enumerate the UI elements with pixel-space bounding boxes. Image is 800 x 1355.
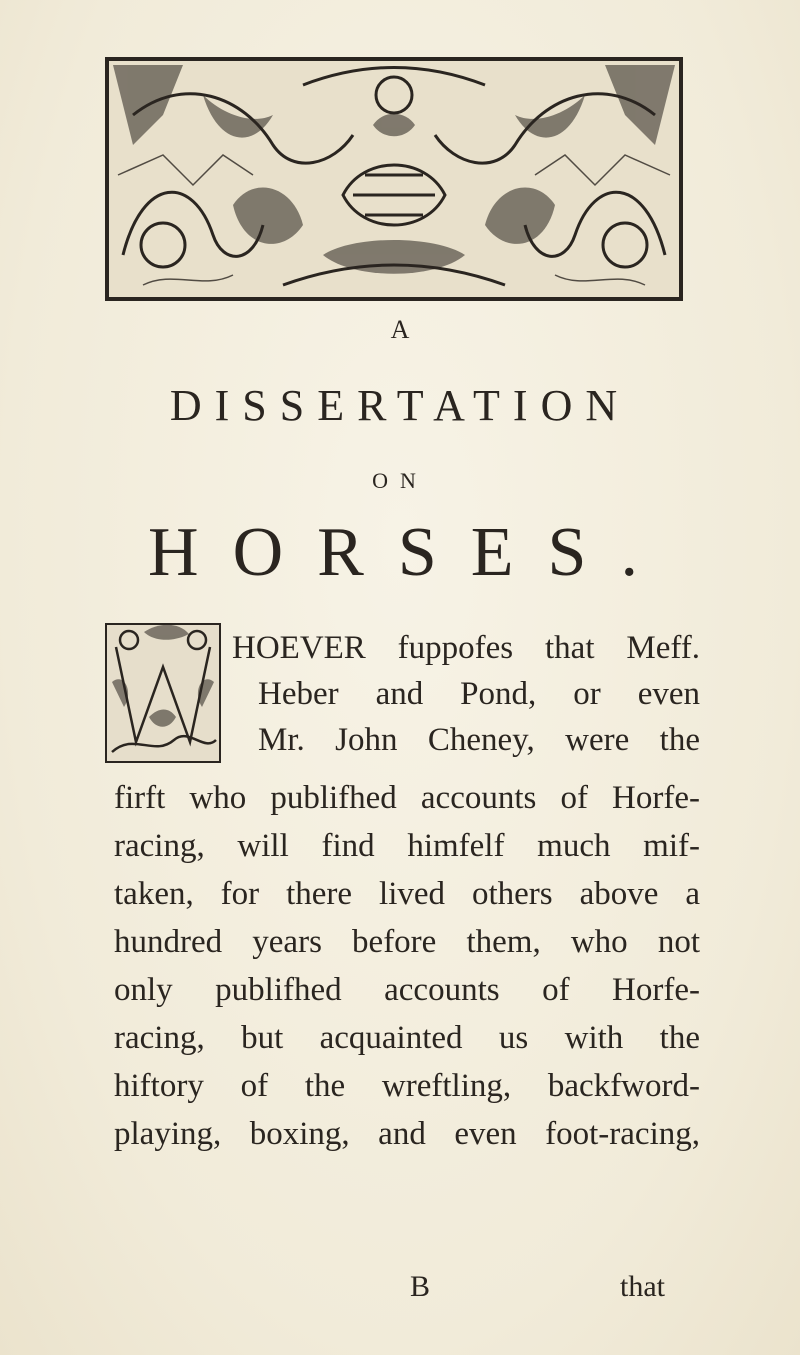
title-article: A: [390, 315, 410, 344]
text-line: racing, will find himfelf much mif-: [114, 828, 700, 864]
signature-mark: B: [410, 1270, 431, 1303]
text-line: hiftory of the wreftling, backfword-: [114, 1068, 700, 1104]
text-line: taken, for there lived others above a: [114, 876, 700, 912]
title-preposition: ON: [372, 468, 428, 493]
text-line: hundred years before them, who not: [114, 924, 700, 960]
text-line: firft who publifhed accounts of Horfe-: [114, 780, 700, 816]
text-line: Mr. John Cheney, were the: [258, 722, 700, 758]
text-line: only publifhed accounts of Horfe-: [114, 972, 700, 1008]
text-line: racing, but acquainted us with the: [114, 1020, 700, 1056]
floral-headpiece-ornament: [103, 55, 685, 303]
ornamental-initial-w-icon: [104, 622, 222, 764]
text-line: playing, boxing, and even foot-racing,: [114, 1116, 700, 1152]
document-title: DISSERTATION: [169, 381, 631, 430]
text-line: Heber and Pond, or even: [258, 676, 700, 712]
document-subject: HORSES.: [148, 514, 672, 591]
catchword: that: [620, 1270, 665, 1303]
text-line: HOEVER fuppofes that Meff.: [232, 630, 700, 666]
